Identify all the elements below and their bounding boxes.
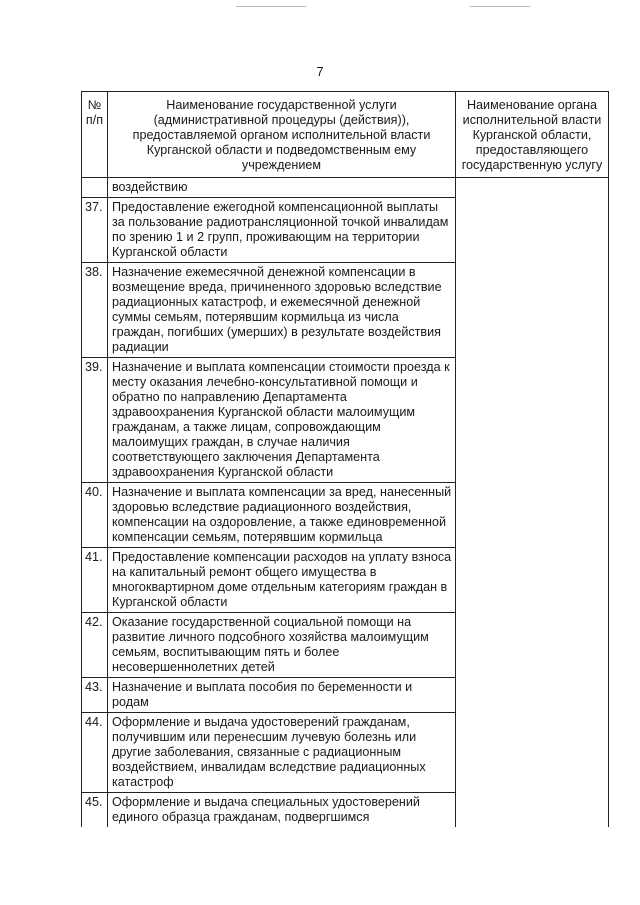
- row-service-name: воздействию: [108, 178, 456, 198]
- row-authority: [456, 613, 609, 678]
- table-row: [82, 678, 609, 713]
- table-header-row: [82, 92, 609, 178]
- table-row: [82, 793, 609, 828]
- row-number: 42.: [82, 613, 108, 678]
- row-authority: [456, 483, 609, 548]
- table-row: [82, 358, 609, 483]
- row-service-name: Оформление и выдача специальных удостоверений единого образца гражданам, подвергшимся: [108, 793, 456, 828]
- row-number: 37.: [82, 198, 108, 263]
- row-service-name: Назначение и выплата компенсации стоимости проезда к месту оказания лечебно-консультативной помощи и обратно по направлению Департамента здравоохранения Курганской области малоимущим гражданам, а также лицам, сопровождающим малоимущих граждан, в случае наличия соответствующего заключения Департамента здравоохранения Курганской области: [108, 358, 456, 483]
- table-row: [82, 613, 609, 678]
- row-authority: [456, 358, 609, 483]
- header-number: № п/п: [82, 92, 108, 178]
- header-authority-name: Наименование органа исполнительной власти Курганской области, предоставляющего государственную услугу: [456, 92, 609, 178]
- table-row: [82, 483, 609, 548]
- row-number: 38.: [82, 263, 108, 358]
- table-row: [82, 178, 609, 198]
- row-authority: [456, 178, 609, 198]
- table-row: [82, 713, 609, 793]
- services-table: [81, 91, 609, 827]
- row-number: 45.: [82, 793, 108, 828]
- row-authority: [456, 713, 609, 793]
- row-service-name: Оказание государственной социальной помощи на развитие личного подсобного хозяйства малоимущим семьям, воспитывающим пять и более несовершеннолетних детей: [108, 613, 456, 678]
- row-service-name: Назначение ежемесячной денежной компенсации в возмещение вреда, причиненного здоровью вследствие радиационных катастроф, и ежемесячной денежной суммы семьям, потерявшим кормильца из числа граждан, погибших (умерших) в результате воздействия радиации: [108, 263, 456, 358]
- row-authority: [456, 548, 609, 613]
- page-number: 7: [316, 64, 324, 79]
- row-service-name: Предоставление ежегодной компенсационной выплаты за пользование радиотрансляционной точкой инвалидам по зрению 1 и 2 групп, проживающим на территории Курганской области: [108, 198, 456, 263]
- row-service-name: Назначение и выплата пособия по беременности и родам: [108, 678, 456, 713]
- row-number: 40.: [82, 483, 108, 548]
- row-authority: [456, 198, 609, 263]
- row-authority: [456, 263, 609, 358]
- row-number: 44.: [82, 713, 108, 793]
- row-authority: [456, 793, 609, 828]
- row-number: 41.: [82, 548, 108, 613]
- table-row: [82, 548, 609, 613]
- scan-artifact: [236, 6, 306, 7]
- row-authority: [456, 678, 609, 713]
- table-row: [82, 198, 609, 263]
- row-service-name: Назначение и выплата компенсации за вред, нанесенный здоровью вследствие радиационного воздействия, компенсации на оздоровление, а также единовременной компенсации семьям, потерявшим кормильца: [108, 483, 456, 548]
- header-service-name: Наименование государственной услуги (административной процедуры (действия)), предоставляемой органом исполнительной власти Курганской области и подведомственным ему учреждением: [108, 92, 456, 178]
- table-row: [82, 263, 609, 358]
- scan-artifact: [470, 6, 530, 7]
- row-number: 43.: [82, 678, 108, 713]
- row-service-name: Оформление и выдача удостоверений гражданам, получившим или перенесшим лучевую болезнь или другие заболевания, связанные с радиационным воздействием, инвалидам вследствие радиационных катастроф: [108, 713, 456, 793]
- row-number: [82, 178, 108, 198]
- row-number: 39.: [82, 358, 108, 483]
- row-service-name: Предоставление компенсации расходов на уплату взноса на капитальный ремонт общего имущества в многоквартирном доме отдельным категориям граждан в Курганской области: [108, 548, 456, 613]
